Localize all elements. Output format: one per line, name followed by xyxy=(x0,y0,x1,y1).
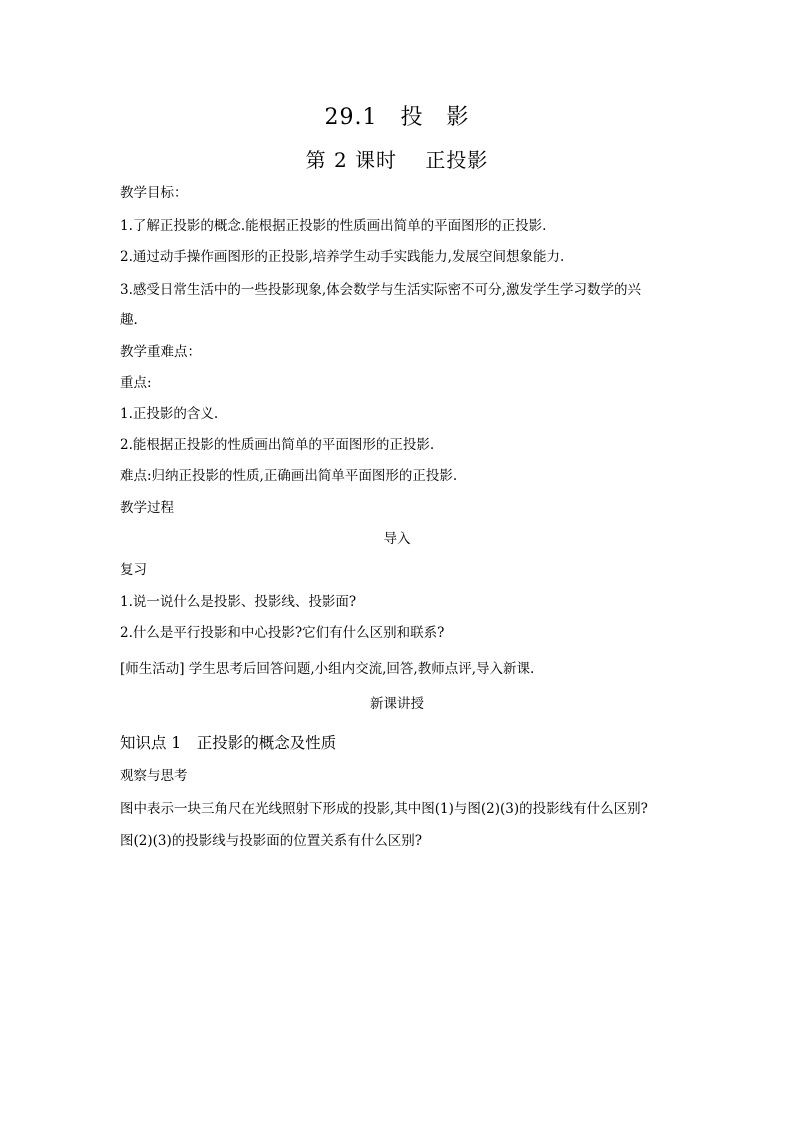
key-points-heading: 重点: xyxy=(120,375,152,391)
key-point-1: 1.正投影的含义. xyxy=(120,406,219,422)
goal-3: 3.感受日常生活中的一些投影现象,体会数学与生活实际密不可分,激发学生学习数学的兴 xyxy=(120,282,641,298)
key-point-2: 2.能根据正投影的性质画出简单的平面图形的正投影. xyxy=(120,437,435,453)
knowledge-point-1-heading: 知识点 1 正投影的概念及性质 xyxy=(120,734,337,752)
observe-question-line-2: 图(2)(3)的投影线与投影面的位置关系有什么区别? xyxy=(120,833,422,849)
new-lesson-heading: 新课讲授 xyxy=(370,696,424,712)
lesson-subtitle: 第 2 课时 正投影 xyxy=(305,148,489,172)
intro-heading: 导入 xyxy=(383,531,411,547)
review-question-1: 1.说一说什么是投影、投影线、投影面? xyxy=(120,594,357,610)
teacher-student-activity: [师生活动] 学生思考后回答问题,小组内交流,回答,教师点评,导入新课. xyxy=(120,661,535,677)
teaching-goals-heading: 教学目标： xyxy=(120,185,188,201)
observe-question-line-1: 图中表示一块三角尺在光线照射下形成的投影,其中图(1)与图(2)(3)的投影线有什么区别? xyxy=(120,801,648,817)
teaching-process-heading: 教学过程 xyxy=(120,500,174,516)
review-heading: 复习 xyxy=(120,562,147,578)
observe-think-heading: 观察与思考 xyxy=(120,768,188,784)
goal-2: 2.通过动手操作画图形的正投影,培养学生动手实践能力,发展空间想象能力. xyxy=(120,249,565,265)
lesson-title: 29.1 投 影 xyxy=(324,105,470,130)
review-question-2: 2.什么是平行投影和中心投影?它们有什么区别和联系? xyxy=(120,625,445,641)
goal-3-cont: 趣. xyxy=(120,312,138,328)
key-difficult-heading: 教学重难点： xyxy=(120,344,201,360)
difficult-point: 难点:归纳正投影的性质,正确画出简单平面图形的正投影. xyxy=(120,468,458,484)
goal-1: 1.了解正投影的概念.能根据正投影的性质画出简单的平面图形的正投影. xyxy=(120,218,547,234)
